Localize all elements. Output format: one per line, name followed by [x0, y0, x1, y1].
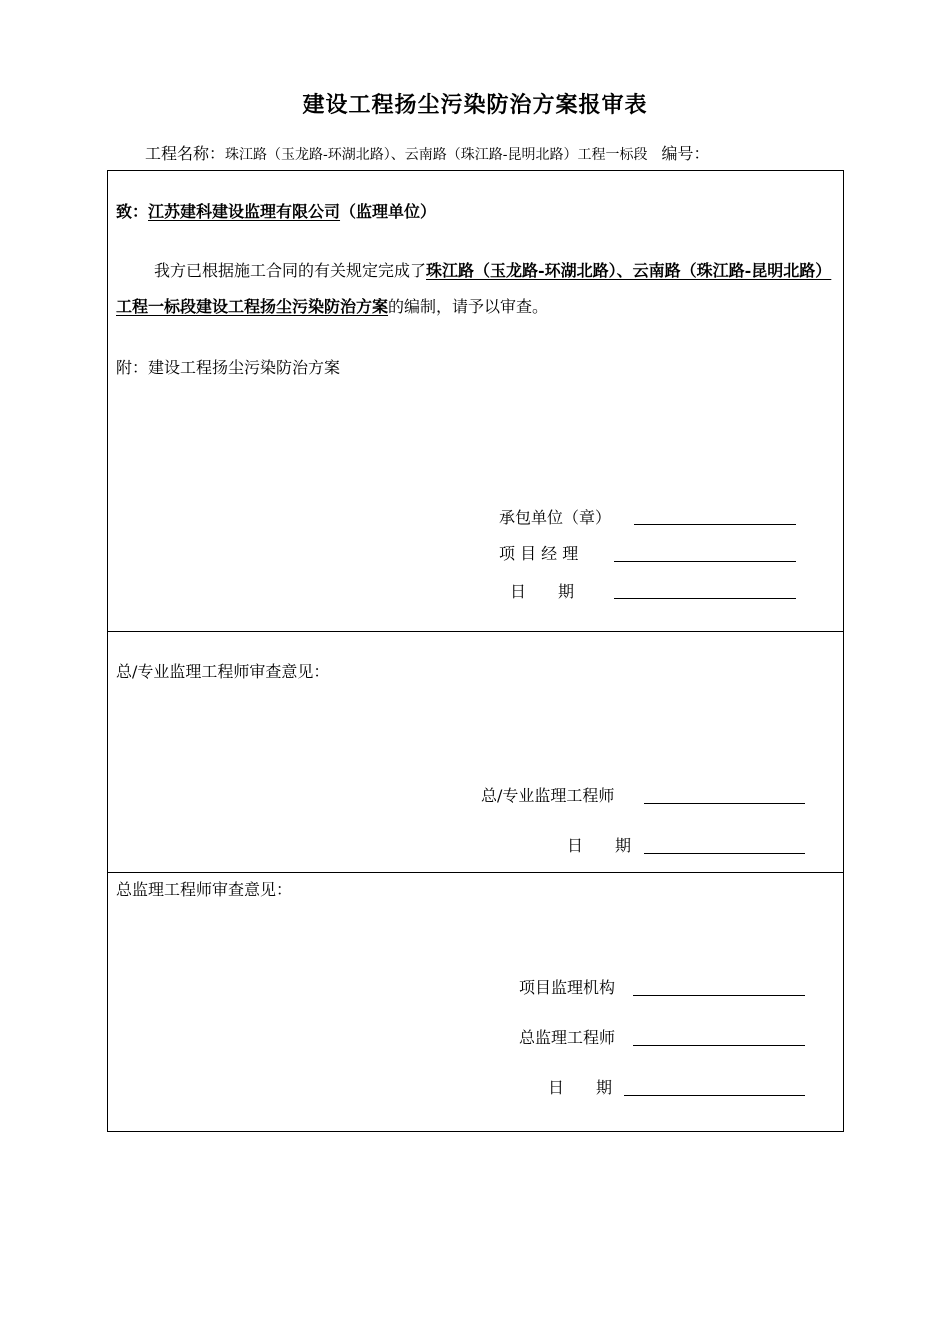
date-label-3: 日 期: [548, 1078, 613, 1097]
date-label-2: 日 期: [567, 836, 632, 855]
chief-label: 总监理工程师: [519, 1028, 616, 1047]
org-label: 项目监理机构: [519, 978, 616, 997]
project-name: 珠江路（玉龙路-环湖北路）、云南路（珠江路-昆明北路）工程一标段: [225, 147, 648, 163]
chief-review-heading: 总监理工程师审查意见：: [116, 880, 293, 899]
contractor-label: 承包单位（章）: [499, 508, 612, 527]
date-line-1: [614, 598, 796, 599]
code-label: 编号：: [661, 144, 710, 163]
addressee-prefix: 致：: [116, 202, 149, 221]
section-divider-2: [108, 872, 843, 873]
project-info-line: [145, 141, 710, 164]
contractor-signature-line: [634, 524, 796, 525]
page-title: 建设工程扬尘污染防治方案报审表: [302, 92, 648, 118]
manager-label: 项 目 经 理: [499, 544, 579, 563]
addressee-suffix: （监理单位）: [340, 202, 437, 221]
body-suffix: 的编制，请予以审查。: [388, 297, 549, 316]
section-divider-1: [108, 631, 843, 632]
manager-signature-line: [614, 561, 796, 562]
engineer-review-heading: 总/专业监理工程师审查意见：: [116, 662, 330, 681]
engineer-signature-line: [644, 803, 805, 804]
body-prefix: 我方已根据施工合同的有关规定完成了: [154, 261, 427, 280]
date-line-3: [624, 1095, 805, 1096]
submission-paragraph: [116, 253, 836, 325]
project-label: 工程名称：: [145, 144, 226, 163]
attachment-line: 附：建设工程扬尘污染防治方案: [116, 358, 341, 377]
engineer-label: 总/专业监理工程师: [481, 786, 615, 805]
org-signature-line: [633, 995, 805, 996]
date-label-1: 日 期: [510, 582, 575, 601]
chief-signature-line: [633, 1045, 805, 1046]
body-subject: 珠江路（玉龙路-环湖北路）、云南路（珠江路-昆明北路）工程一标段建设工程扬尘污染防治方案: [116, 261, 832, 316]
date-line-2: [644, 853, 805, 854]
approval-form-table: [107, 170, 844, 1132]
addressee-line: [116, 199, 436, 222]
addressee-company: 江苏建科建设监理有限公司: [148, 202, 341, 221]
